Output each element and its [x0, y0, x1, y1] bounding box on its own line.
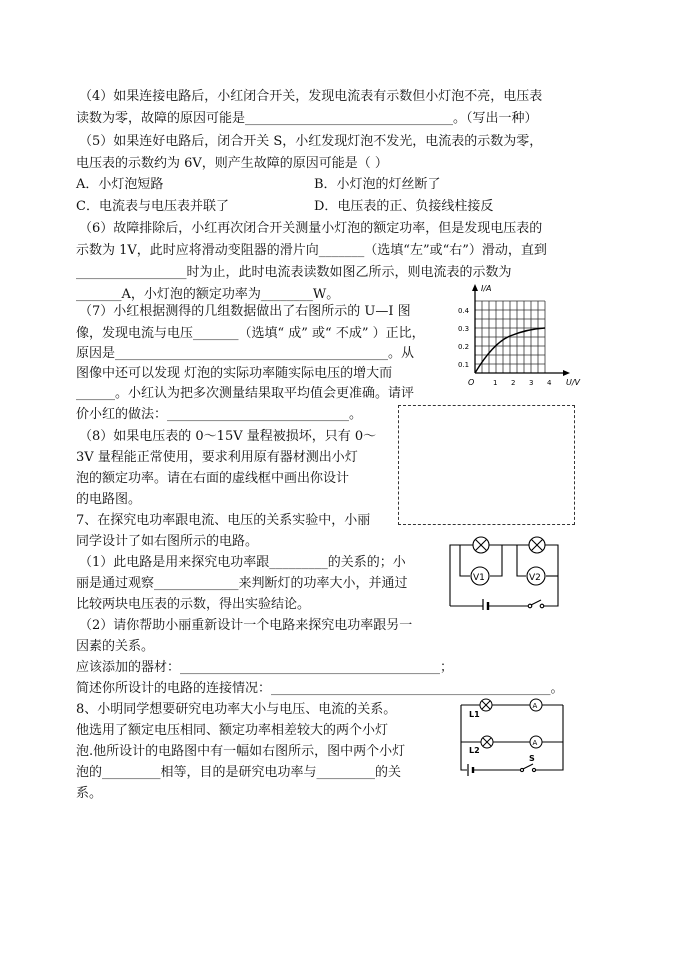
- y-axis-arrow-icon: [472, 284, 478, 291]
- circuit-diagram-7: [446, 532, 576, 610]
- u-i-graph: [455, 281, 585, 389]
- x-tick-label: 4: [547, 379, 552, 387]
- switch-icon: [528, 600, 544, 608]
- text-line: 因素的关系。: [76, 639, 155, 654]
- option-c: C．电流表与电压表并联了: [76, 199, 229, 214]
- text-line: （5）如果连好电路后，闭合开关 S，小红发现灯泡不发光，电流表的示数为零，: [79, 134, 543, 149]
- battery-icon: [468, 764, 473, 776]
- switch-icon: [520, 764, 535, 772]
- text-line: 泡.他所设计的电路图中有一幅如右图所示，图中两个小灯: [76, 744, 406, 759]
- text-line: 丽是通过观察_____________来判断灯的功率大小，并通过: [76, 576, 408, 591]
- text-line: 简述你所设计的电路的连接情况：___________________________________________。: [76, 681, 564, 696]
- text-line: 同学设计了如右图所示的电路。: [76, 534, 259, 549]
- option-a: A．小灯泡短路: [76, 177, 164, 192]
- text-line: 3V 量程能正常使用，要求利用原有器材测出小灯: [76, 450, 358, 465]
- text-line: （1）此电路是用来探究电功率跟_________的关系的；小: [79, 555, 406, 570]
- x-tick-label: 3: [529, 379, 534, 387]
- battery-icon: [483, 599, 488, 610]
- y-axis-label: I/A: [481, 284, 492, 293]
- question-7-title: 7、在探究电功率跟电流、电压的关系实验中，小丽: [76, 513, 371, 528]
- option-d: D．电压表的正、负接线柱接反: [314, 199, 494, 214]
- lamp-l1-label: L1: [469, 710, 480, 719]
- text-line: _________________时为止，此时电流表读数如图乙所示，则电流表的示数为: [76, 265, 512, 280]
- text-line: 他选用了额定电压相同、额定功率相差较大的两个小灯: [76, 723, 389, 738]
- ammeter-1-label: A: [532, 702, 538, 710]
- y-tick-label: 0.3: [458, 325, 470, 333]
- text-line: _______A，小灯泡的额定功率为________W。: [76, 287, 340, 302]
- text-line: ______。小红认为把多次测量结果取平均值会更准确。请评: [76, 386, 415, 401]
- text-line: 价小红的做法：____________________________。: [76, 407, 363, 422]
- switch-label: S: [529, 754, 535, 763]
- text-line: （2）请你帮助小丽重新设计一个电路来探究电功率跟另一: [79, 618, 413, 633]
- text-line: 泡的额定功率。请在右面的虚线框中画出你设计: [76, 471, 350, 486]
- circuit-diagram-8: [441, 690, 579, 780]
- text-line: 应该添加的器材：________________________________________；: [76, 660, 454, 675]
- text-line: 泡的_________相等，目的是研究电功率与_________的关: [76, 765, 402, 780]
- lamp-l2-icon: [481, 736, 493, 748]
- dashed-answer-box[interactable]: [398, 405, 575, 525]
- lamp-2-icon: [529, 537, 545, 553]
- x-axis-label: U/V: [566, 378, 581, 387]
- ammeter-2-label: A: [532, 739, 538, 747]
- voltmeter-1-label: V1: [473, 573, 485, 583]
- voltmeter-2-label: V2: [529, 573, 541, 583]
- text-line: 示数为 1V，此时应将滑动变阻器的滑片向_______（选填“左”或“右”）滑动，直到: [76, 243, 547, 258]
- x-tick-label: 1: [493, 379, 498, 387]
- text-line: （7）小红根据测得的几组数据做出了右图所示的 U—I 图: [79, 304, 411, 319]
- text-line: 的电路图。: [76, 492, 142, 507]
- lamp-l1-icon: [480, 699, 492, 711]
- lamp-l2-label: L2: [469, 746, 480, 755]
- text-line: 读数为零，故障的原因可能是________________________________。（写出一种）: [76, 111, 538, 126]
- lamp-1-icon: [473, 537, 489, 553]
- graph-grid: [475, 301, 545, 373]
- text-line: 电压表的示数约为 6V，则产生故障的原因可能是（ ）: [76, 156, 388, 171]
- text-line: 系。: [76, 786, 103, 801]
- text-line: （8）如果电压表的 0～15V 量程被损坏，只有 0～: [79, 429, 377, 444]
- text-line: 原因是__________________________________________。从: [76, 346, 415, 361]
- text-line: 比较两块电压表的示数，得出实验结论。: [76, 597, 311, 612]
- question-8-title: 8、小明同学想要研究电功率大小与电压、电流的关系。: [76, 702, 397, 717]
- x-tick-label: 2: [511, 379, 516, 387]
- x-axis-arrow-icon: [563, 370, 570, 376]
- text-line: 像，发现电流与电压_______（选填“ 成” 或“ 不成” ）正比，: [76, 326, 425, 341]
- origin-label: O: [468, 378, 475, 387]
- text-line: （6）故障排除后，小红再次闭合开关测量小灯泡的额定功率，但是发现电压表的: [79, 221, 543, 236]
- text-line: （4）如果连接电路后，小红闭合开关，发现电流表有示数但小灯泡不亮，电压表: [79, 89, 543, 104]
- y-tick-label: 0.2: [458, 343, 470, 351]
- text-line: 图像中还可以发现 灯泡的实际功率随实际电压的增大而: [76, 366, 393, 381]
- y-tick-label: 0.1: [458, 361, 470, 369]
- option-b: B．小灯泡的灯丝断了: [314, 177, 441, 192]
- y-tick-label: 0.4: [458, 307, 470, 315]
